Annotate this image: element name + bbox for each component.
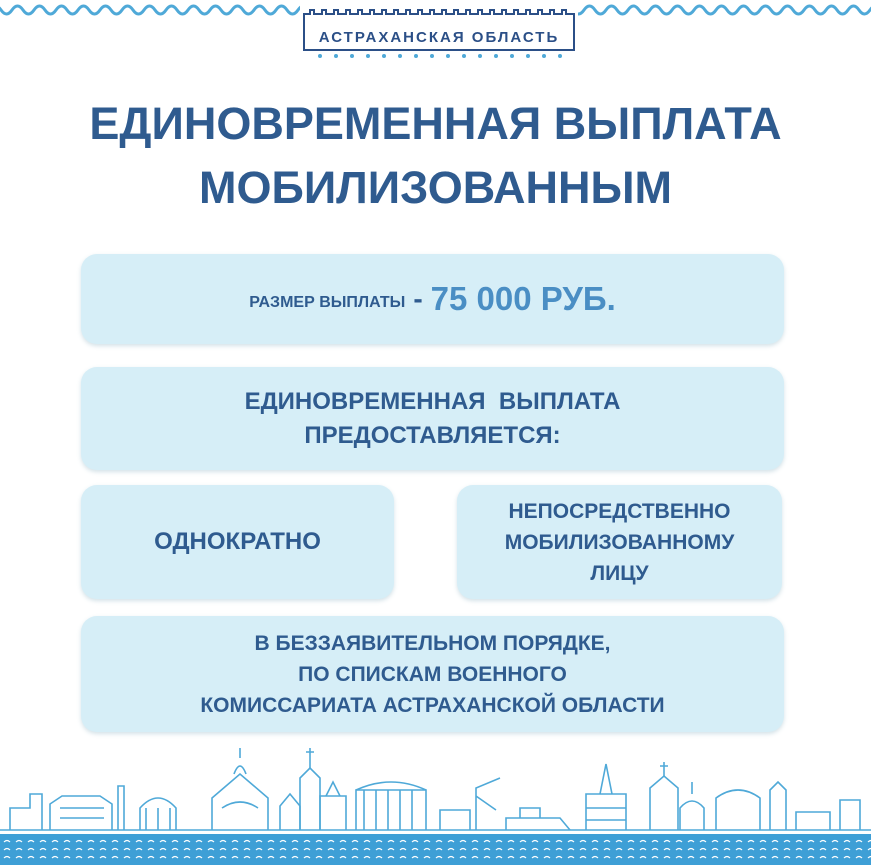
- region-logo: [300, 4, 578, 60]
- payment-provided-card: [81, 367, 784, 470]
- order-line-2: ПО СПИСКАМ ВОЕННОГО: [298, 662, 567, 686]
- page-title: [30, 92, 841, 220]
- once-card: [81, 485, 394, 599]
- amount-value: 75 000 РУБ.: [430, 280, 616, 317]
- title-line-2: МОБИЛИЗОВАННЫМ: [199, 162, 672, 213]
- payment-amount-card: [81, 254, 784, 344]
- city-skyline-illustration: [0, 738, 871, 865]
- amount-label: РАЗМЕР ВЫПЛАТЫ: [249, 294, 406, 311]
- logo-text: АСТРАХАНСКАЯ ОБЛАСТЬ: [318, 29, 560, 46]
- once-text: ОДНОКРАТНО: [154, 528, 321, 555]
- direct-line-1: НЕПОСРЕДСТВЕННО: [508, 499, 731, 523]
- procedure-card: [81, 616, 784, 732]
- provided-line-1: ЕДИНОВРЕМЕННАЯ ВЫПЛАТА: [244, 387, 621, 415]
- direct-line-2: МОБИЛИЗОВАННОМУ: [504, 530, 735, 554]
- direct-recipient-card: [457, 485, 782, 599]
- amount-dash: -: [413, 283, 423, 314]
- order-line-3: КОМИССАРИАТА АСТРАХАНСКОЙ ОБЛАСТИ: [200, 693, 665, 717]
- order-line-1: В БЕЗЗАЯВИТЕЛЬНОМ ПОРЯДКЕ,: [254, 631, 611, 655]
- title-line-1: ЕДИНОВРЕМЕННАЯ ВЫПЛАТА: [89, 98, 782, 149]
- direct-line-3: ЛИЦУ: [590, 561, 649, 585]
- provided-line-2: ПРЕДОСТАВЛЯЕТСЯ:: [304, 421, 561, 449]
